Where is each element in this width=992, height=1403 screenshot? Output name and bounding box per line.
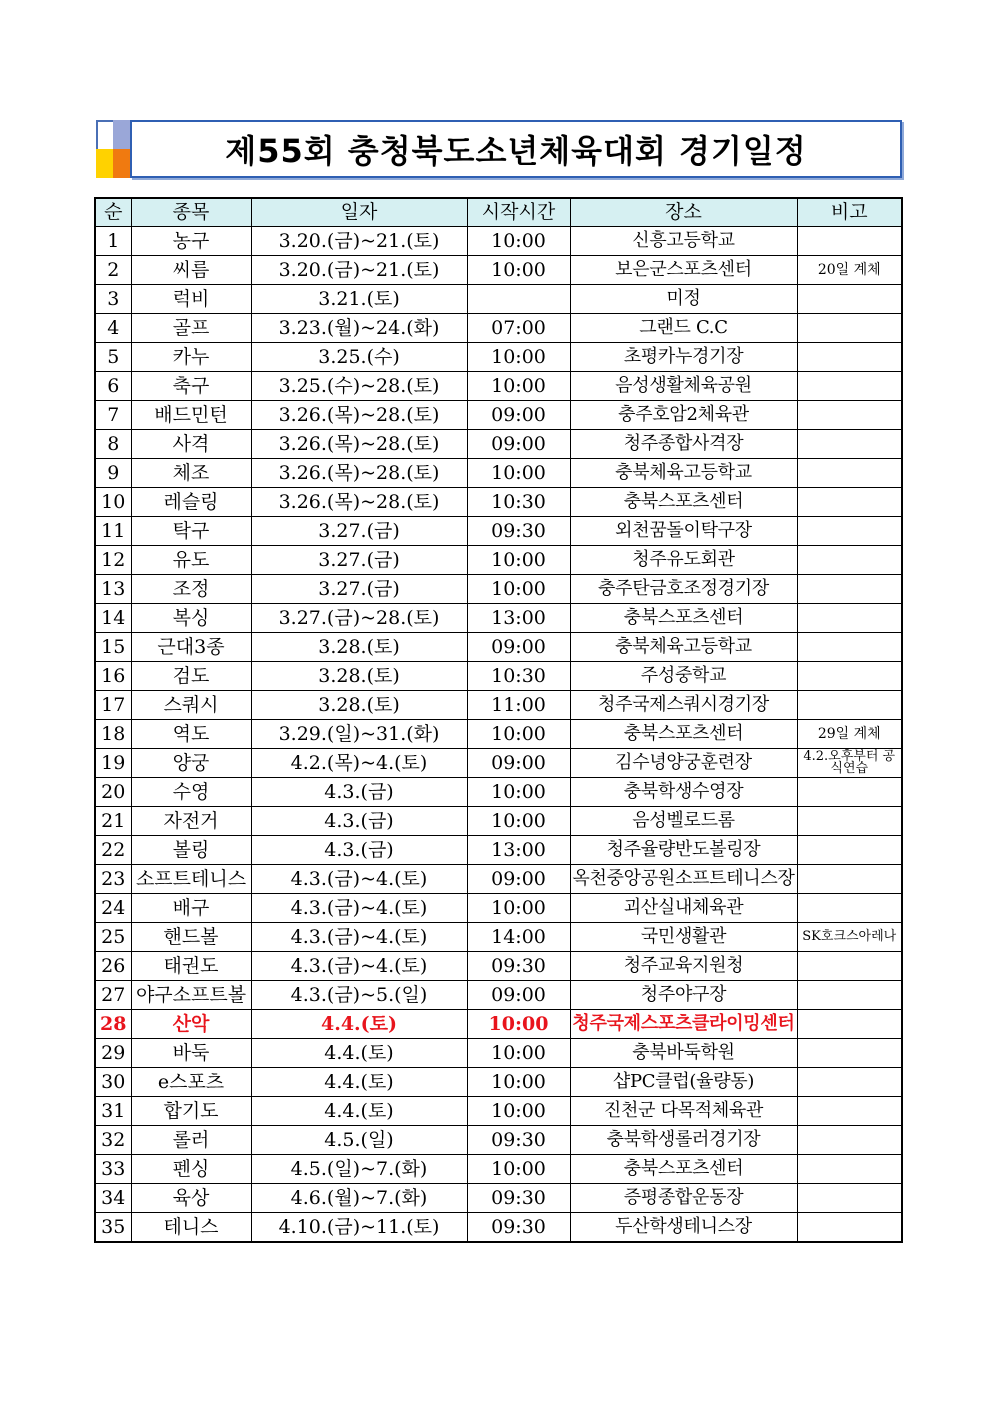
- row-venue: 청주국제스쿼시경기장: [570, 691, 797, 720]
- row-venue: 충북학생수영장: [570, 778, 797, 807]
- table-row: [95, 749, 902, 778]
- table-row: [95, 1155, 902, 1184]
- row-time: 09:30: [467, 517, 570, 546]
- row-sport: 태권도: [131, 952, 251, 981]
- row-note: [797, 633, 902, 662]
- row-venue: 외천꿈돌이탁구장: [570, 517, 797, 546]
- row-date: 3.27.(금): [251, 575, 467, 604]
- table-body: [95, 227, 902, 1243]
- row-note: [797, 778, 902, 807]
- row-no: 32: [95, 1126, 131, 1155]
- row-no: 18: [95, 720, 131, 749]
- row-time: 10:30: [467, 662, 570, 691]
- row-time: 10:00: [467, 575, 570, 604]
- row-venue: 충북학생롤러경기장: [570, 1126, 797, 1155]
- row-date: 3.28.(토): [251, 633, 467, 662]
- row-sport: 씨름: [131, 256, 251, 285]
- row-date: 3.26.(목)~28.(토): [251, 401, 467, 430]
- row-date: 3.25.(수)~28.(토): [251, 372, 467, 401]
- row-date: 3.28.(토): [251, 662, 467, 691]
- row-venue: 괴산실내체육관: [570, 894, 797, 923]
- table-row: [95, 227, 902, 256]
- table-row: [95, 430, 902, 459]
- row-venue: 충주호암2체육관: [570, 401, 797, 430]
- title-box: [130, 120, 902, 178]
- row-sport: 스쿼시: [131, 691, 251, 720]
- row-no: 14: [95, 604, 131, 633]
- row-note: [797, 227, 902, 256]
- row-note: 29일 계체: [797, 720, 902, 749]
- row-date: 4.3.(금)~4.(토): [251, 894, 467, 923]
- row-venue: 청주유도회관: [570, 546, 797, 575]
- table-row: [95, 662, 902, 691]
- row-date: 3.26.(목)~28.(토): [251, 488, 467, 517]
- page-title: 제55회 충청북도소년체육대회 경기일정: [225, 132, 807, 170]
- row-time: 14:00: [467, 923, 570, 952]
- row-venue: 두산학생테니스장: [570, 1213, 797, 1243]
- row-no: 35: [95, 1213, 131, 1243]
- row-sport: 럭비: [131, 285, 251, 314]
- row-sport: e스포츠: [131, 1068, 251, 1097]
- row-sport: 농구: [131, 227, 251, 256]
- row-time: 09:00: [467, 401, 570, 430]
- table-row: [95, 1097, 902, 1126]
- row-venue: 충북체육고등학교: [570, 459, 797, 488]
- row-time: 13:00: [467, 604, 570, 633]
- row-note: [797, 488, 902, 517]
- row-time: 09:30: [467, 952, 570, 981]
- row-note: [797, 401, 902, 430]
- row-sport: 수영: [131, 778, 251, 807]
- row-no: 5: [95, 343, 131, 372]
- row-note: 4.2.오후부터 공식연습: [797, 749, 902, 778]
- row-venue: 김수녕양궁훈련장: [570, 749, 797, 778]
- row-venue: 청주율량반도볼링장: [570, 836, 797, 865]
- row-no: 9: [95, 459, 131, 488]
- row-date: 3.27.(금): [251, 546, 467, 575]
- table-row: [95, 343, 902, 372]
- row-time: 09:00: [467, 749, 570, 778]
- table-row: [95, 1010, 902, 1039]
- row-note: [797, 1068, 902, 1097]
- row-note: [797, 1097, 902, 1126]
- row-note: [797, 807, 902, 836]
- row-sport: 테니스: [131, 1213, 251, 1243]
- row-note: 20일 계체: [797, 256, 902, 285]
- row-date: 3.27.(금): [251, 517, 467, 546]
- row-no: 23: [95, 865, 131, 894]
- row-no: 17: [95, 691, 131, 720]
- row-no: 34: [95, 1184, 131, 1213]
- row-time: 09:00: [467, 981, 570, 1010]
- row-venue: 음성생활체육공원: [570, 372, 797, 401]
- row-date: 3.27.(금)~28.(토): [251, 604, 467, 633]
- col-header-no: 순: [95, 198, 131, 227]
- row-no: 21: [95, 807, 131, 836]
- table-row: [95, 285, 902, 314]
- row-sport: 핸드볼: [131, 923, 251, 952]
- row-venue: 주성중학교: [570, 662, 797, 691]
- table-row: [95, 517, 902, 546]
- row-date: 3.23.(월)~24.(화): [251, 314, 467, 343]
- table-row: [95, 720, 902, 749]
- col-header-venue: 장소: [570, 198, 797, 227]
- row-no: 24: [95, 894, 131, 923]
- row-note: [797, 1184, 902, 1213]
- table-row: [95, 1184, 902, 1213]
- row-time: 10:00: [467, 778, 570, 807]
- row-time: 09:30: [467, 1213, 570, 1243]
- row-date: 4.3.(금)~4.(토): [251, 923, 467, 952]
- row-sport: 골프: [131, 314, 251, 343]
- row-no: 11: [95, 517, 131, 546]
- table-row: [95, 575, 902, 604]
- table-row: [95, 952, 902, 981]
- row-time: 10:00: [467, 1155, 570, 1184]
- row-note: [797, 1126, 902, 1155]
- row-time: 09:00: [467, 430, 570, 459]
- row-no: 2: [95, 256, 131, 285]
- row-note: [797, 546, 902, 575]
- row-venue: 미정: [570, 285, 797, 314]
- row-date: 3.20.(금)~21.(토): [251, 256, 467, 285]
- table-row: [95, 314, 902, 343]
- table-row: [95, 1039, 902, 1068]
- row-time: 10:00: [467, 720, 570, 749]
- table-row: [95, 488, 902, 517]
- row-no: 25: [95, 923, 131, 952]
- row-sport: 검도: [131, 662, 251, 691]
- row-no: 27: [95, 981, 131, 1010]
- row-note: [797, 372, 902, 401]
- row-sport: 합기도: [131, 1097, 251, 1126]
- row-no: 10: [95, 488, 131, 517]
- row-sport: 탁구: [131, 517, 251, 546]
- row-time: 10:00: [467, 1097, 570, 1126]
- row-venue: 진천군 다목적체육관: [570, 1097, 797, 1126]
- row-date: 4.3.(금): [251, 836, 467, 865]
- row-date: 4.3.(금)~4.(토): [251, 952, 467, 981]
- row-date: 4.3.(금)~4.(토): [251, 865, 467, 894]
- row-sport: 유도: [131, 546, 251, 575]
- table-row: [95, 633, 902, 662]
- row-no: 20: [95, 778, 131, 807]
- row-date: 4.3.(금): [251, 778, 467, 807]
- row-sport: 볼링: [131, 836, 251, 865]
- row-no: 1: [95, 227, 131, 256]
- row-venue: 샵PC클럽(율량동): [570, 1068, 797, 1097]
- row-date: 4.4.(토): [251, 1068, 467, 1097]
- row-sport: 롤러: [131, 1126, 251, 1155]
- logo-icon: [96, 120, 130, 178]
- row-note: [797, 430, 902, 459]
- row-note: [797, 459, 902, 488]
- table-row: [95, 604, 902, 633]
- row-time: 10:00: [467, 1039, 570, 1068]
- row-time: 10:30: [467, 488, 570, 517]
- row-note: SK호크스아레나: [797, 923, 902, 952]
- row-time: 10:00: [467, 256, 570, 285]
- row-note: [797, 1155, 902, 1184]
- row-time: 10:00: [467, 343, 570, 372]
- row-venue: 청주종합사격장: [570, 430, 797, 459]
- row-venue: 초평카누경기장: [570, 343, 797, 372]
- row-no: 8: [95, 430, 131, 459]
- row-note: [797, 604, 902, 633]
- table-row: [95, 865, 902, 894]
- row-venue: 충주탄금호조정경기장: [570, 575, 797, 604]
- row-note: [797, 952, 902, 981]
- row-date: 4.4.(토): [251, 1010, 467, 1039]
- row-note: [797, 1213, 902, 1243]
- row-venue: 보은군스포츠센터: [570, 256, 797, 285]
- row-note: [797, 865, 902, 894]
- row-sport: 펜싱: [131, 1155, 251, 1184]
- row-time: 09:30: [467, 1184, 570, 1213]
- row-no: 12: [95, 546, 131, 575]
- row-time: 10:00: [467, 1010, 570, 1039]
- row-note: [797, 575, 902, 604]
- row-sport: 사격: [131, 430, 251, 459]
- table-row: [95, 372, 902, 401]
- row-date: 4.4.(토): [251, 1097, 467, 1126]
- header: [96, 120, 902, 178]
- col-header-date: 일자: [251, 198, 467, 227]
- row-time: 13:00: [467, 836, 570, 865]
- row-date: 3.26.(목)~28.(토): [251, 459, 467, 488]
- table-row: [95, 894, 902, 923]
- row-sport: 근대3종: [131, 633, 251, 662]
- row-date: 4.10.(금)~11.(토): [251, 1213, 467, 1243]
- row-sport: 바둑: [131, 1039, 251, 1068]
- table-row: [95, 1068, 902, 1097]
- schedule-table: [94, 197, 903, 1243]
- table-row: [95, 459, 902, 488]
- row-note: [797, 1010, 902, 1039]
- table-row: [95, 836, 902, 865]
- row-time: 09:30: [467, 1126, 570, 1155]
- row-venue: 충북스포츠센터: [570, 604, 797, 633]
- row-no: 3: [95, 285, 131, 314]
- row-note: [797, 662, 902, 691]
- row-time: [467, 285, 570, 314]
- row-no: 6: [95, 372, 131, 401]
- row-note: [797, 285, 902, 314]
- table-row: [95, 256, 902, 285]
- row-time: 10:00: [467, 227, 570, 256]
- row-no: 28: [95, 1010, 131, 1039]
- row-no: 31: [95, 1097, 131, 1126]
- row-date: 4.4.(토): [251, 1039, 467, 1068]
- row-note: [797, 314, 902, 343]
- row-time: 09:00: [467, 633, 570, 662]
- row-venue: 국민생활관: [570, 923, 797, 952]
- table-row: [95, 546, 902, 575]
- row-venue: 그랜드 C.C: [570, 314, 797, 343]
- row-date: 4.3.(금)~5.(일): [251, 981, 467, 1010]
- row-note: [797, 894, 902, 923]
- row-venue: 충북체육고등학교: [570, 633, 797, 662]
- row-sport: 역도: [131, 720, 251, 749]
- row-time: 10:00: [467, 894, 570, 923]
- row-time: 10:00: [467, 459, 570, 488]
- row-date: 4.5.(일): [251, 1126, 467, 1155]
- table-row: [95, 691, 902, 720]
- row-note: [797, 836, 902, 865]
- row-sport: 자전거: [131, 807, 251, 836]
- row-date: 3.25.(수): [251, 343, 467, 372]
- table-row: [95, 778, 902, 807]
- row-time: 11:00: [467, 691, 570, 720]
- row-sport: 야구소프트볼: [131, 981, 251, 1010]
- table-header-row: [95, 198, 902, 227]
- row-note: [797, 343, 902, 372]
- row-sport: 카누: [131, 343, 251, 372]
- row-note: [797, 1039, 902, 1068]
- row-no: 15: [95, 633, 131, 662]
- row-venue: 청주국제스포츠클라이밍센터: [570, 1010, 797, 1039]
- row-no: 4: [95, 314, 131, 343]
- col-header-note: 비고: [797, 198, 902, 227]
- row-venue: 충북스포츠센터: [570, 720, 797, 749]
- row-venue: 충북스포츠센터: [570, 1155, 797, 1184]
- row-venue: 청주야구장: [570, 981, 797, 1010]
- row-sport: 배드민턴: [131, 401, 251, 430]
- table-row: [95, 807, 902, 836]
- row-no: 30: [95, 1068, 131, 1097]
- row-date: 3.20.(금)~21.(토): [251, 227, 467, 256]
- row-note: [797, 517, 902, 546]
- row-sport: 조정: [131, 575, 251, 604]
- row-venue: 신흥고등학교: [570, 227, 797, 256]
- row-time: 09:00: [467, 865, 570, 894]
- col-header-time: 시작시간: [467, 198, 570, 227]
- table-row: [95, 1126, 902, 1155]
- row-sport: 배구: [131, 894, 251, 923]
- table-row: [95, 1213, 902, 1243]
- table-row: [95, 923, 902, 952]
- row-sport: 양궁: [131, 749, 251, 778]
- row-venue: 충북바둑학원: [570, 1039, 797, 1068]
- row-sport: 육상: [131, 1184, 251, 1213]
- row-time: 10:00: [467, 1068, 570, 1097]
- row-venue: 충북스포츠센터: [570, 488, 797, 517]
- table-row: [95, 401, 902, 430]
- row-date: 3.28.(토): [251, 691, 467, 720]
- row-venue: 음성벨로드롬: [570, 807, 797, 836]
- row-no: 16: [95, 662, 131, 691]
- row-time: 10:00: [467, 807, 570, 836]
- row-no: 13: [95, 575, 131, 604]
- row-no: 19: [95, 749, 131, 778]
- row-date: 3.26.(목)~28.(토): [251, 430, 467, 459]
- row-no: 26: [95, 952, 131, 981]
- row-note: [797, 981, 902, 1010]
- row-time: 07:00: [467, 314, 570, 343]
- row-date: 3.29.(일)~31.(화): [251, 720, 467, 749]
- row-no: 22: [95, 836, 131, 865]
- row-time: 10:00: [467, 546, 570, 575]
- row-sport: 축구: [131, 372, 251, 401]
- row-venue: 증평종합운동장: [570, 1184, 797, 1213]
- row-no: 7: [95, 401, 131, 430]
- row-venue: 옥천중앙공원소프트테니스장: [570, 865, 797, 894]
- row-sport: 소프트테니스: [131, 865, 251, 894]
- row-date: 3.21.(토): [251, 285, 467, 314]
- col-header-sport: 종목: [131, 198, 251, 227]
- row-date: 4.3.(금): [251, 807, 467, 836]
- row-date: 4.6.(월)~7.(화): [251, 1184, 467, 1213]
- table-row: [95, 981, 902, 1010]
- row-sport: 체조: [131, 459, 251, 488]
- row-date: 4.5.(일)~7.(화): [251, 1155, 467, 1184]
- row-sport: 복싱: [131, 604, 251, 633]
- row-note: [797, 691, 902, 720]
- row-no: 29: [95, 1039, 131, 1068]
- row-date: 4.2.(목)~4.(토): [251, 749, 467, 778]
- row-time: 10:00: [467, 372, 570, 401]
- row-sport: 레슬링: [131, 488, 251, 517]
- row-sport: 산악: [131, 1010, 251, 1039]
- row-no: 33: [95, 1155, 131, 1184]
- row-venue: 청주교육지원청: [570, 952, 797, 981]
